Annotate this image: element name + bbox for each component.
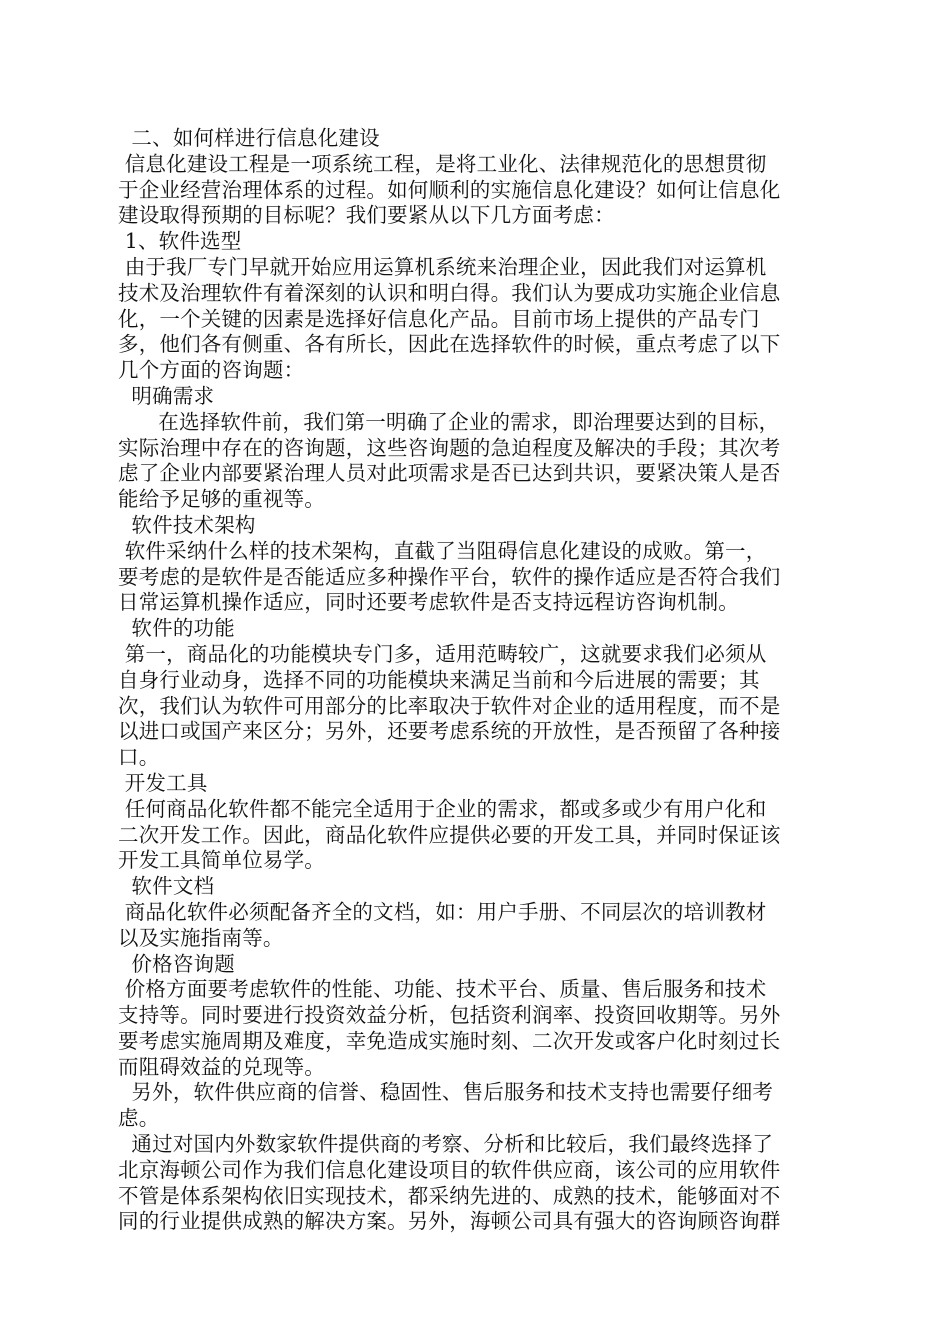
text-line: 二次开发工作。因此，商品化软件应提供必要的开发工具，并同时保证该 [118,822,781,847]
text-line: 日常运算机操作适应，同时还要考虑软件是否支持远程访咨询机制。 [118,590,739,615]
text-line: 口。 [118,745,160,770]
text-line: 要考虑实施周期及难度，幸免造成实施时刻、二次开发或客户化时刻过长 [118,1028,781,1053]
text-line: 多，他们各有侧重、各有所长，因此在选择软件的时候，重点考虑了以下 [118,332,781,357]
text-line: 商品化软件必须配备齐全的文档，如：用户手册、不同层次的培训教材 [118,899,767,924]
text-line: 次，我们认为软件可用部分的比率取决于软件对企业的适用程度，而不是 [118,693,781,718]
text-line: 同的行业提供成熟的解决方案。另外，海顿公司具有强大的咨询顾咨询群 [118,1209,781,1234]
text-line: 自身行业动身，选择不同的功能模块来满足当前和今后进展的需要；其 [118,667,760,692]
item-heading: 软件技术架构 [118,512,256,537]
text-line: 能给予足够的重视等。 [118,487,325,512]
text-line: 虑。 [118,1106,160,1131]
text-line: 化，一个关键的因素是选择好信息化产品。目前市场上提供的产品专门 [118,306,760,331]
text-line: 通过对国内外数家软件提供商的考察、分析和比较后，我们最终选择了 [118,1132,774,1157]
section-heading: 二、如何样进行信息化建设 [118,126,380,150]
text-line: 不管是体系架构依旧实现技术，都采纳先进的、成熟的技术，能够面对不 [118,1183,781,1208]
document-page [118,126,834,1235]
text-line: 在选择软件前，我们第一明确了企业的需求，即治理要达到的目标， [118,409,780,434]
text-line: 软件采纳什么样的技术架构，直截了当阻碍信息化建设的成败。第一， [118,538,767,563]
text-line: 技术及治理软件有着深刻的认识和明白得。我们认为要成功实施企业信息 [118,280,781,305]
text-line: 价格方面要考虑软件的性能、功能、技术平台、质量、售后服务和技术 [118,977,767,1002]
text-line: 开发工具简单位易学。 [118,848,325,873]
item-heading: 软件文档 [118,874,215,899]
text-line: 另外，软件供应商的信誉、稳固性、售后服务和技术支持也需要仔细考 [118,1080,774,1105]
text-line: 第一，商品化的功能模块专门多，适用范畴较广，这就要求我们必须从 [118,641,767,666]
text-line: 于企业经营治理体系的过程。如何顺利的实施信息化建设？如何让信息化 [118,177,781,202]
text-line: 信息化建设工程是一项系统工程，是将工业化、法律规范化的思想贯彻 [118,151,767,176]
text-line: 而阻碍效益的兑现等。 [118,1054,325,1079]
item-heading: 明确需求 [118,383,215,408]
text-line: 要考虑的是软件是否能适应多种操作平台，软件的操作适应是否符合我们 [118,564,781,589]
text-line: 以进口或国产来区分；另外，还要考虑系统的开放性，是否预留了各种接 [118,719,781,744]
subsection-heading: 1、软件选型 [118,229,242,254]
text-line: 建设取得预期的目标呢？我们要紧从以下几方面考虑： [118,203,615,228]
text-line: 虑了企业内部要紧治理人员对此项需求是否已达到共识，要紧决策人是否 [118,461,781,486]
text-line: 任何商品化软件都不能完全适用于企业的需求，都或多或少有用户化和 [118,796,767,821]
item-heading: 价格咨询题 [118,951,235,976]
text-line: 由于我厂专门早就开始应用运算机系统来治理企业，因此我们对运算机 [118,254,767,279]
item-heading: 开发工具 [118,770,208,795]
text-line: 几个方面的咨询题： [118,358,305,383]
text-line: 以及实施指南等。 [118,925,284,950]
text-line: 实际治理中存在的咨询题，这些咨询题的急迫程度及解决的手段；其次考 [118,435,781,460]
item-heading: 软件的功能 [118,616,235,641]
text-line: 支持等。同时要进行投资效益分析，包括资利润率、投资回收期等。另外 [118,1003,781,1028]
text-line: 北京海顿公司作为我们信息化建设项目的软件供应商，该公司的应用软件 [118,1157,781,1182]
